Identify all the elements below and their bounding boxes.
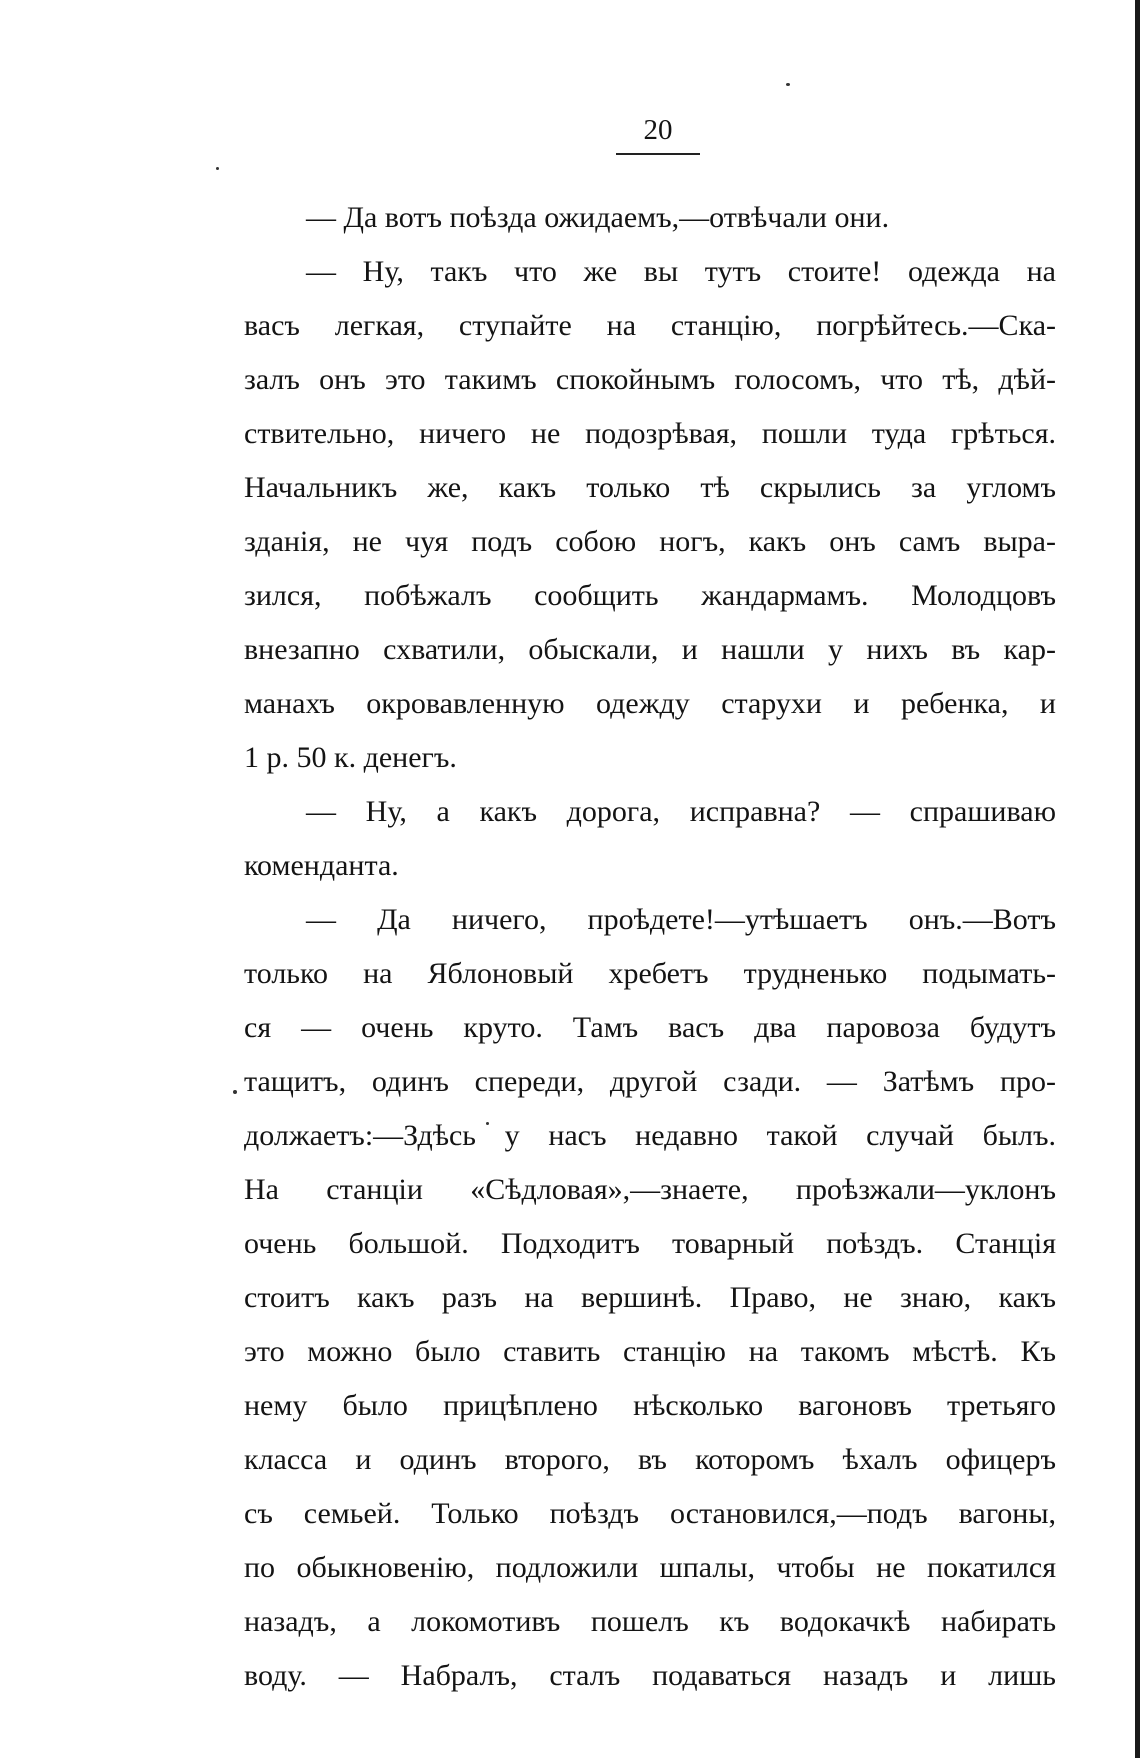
text-line: стоитъ какъ разъ на вершинѣ. Право, не знаю, какъ [244, 1281, 1056, 1314]
text-line: это можно было ставить станцію на такомъ мѣстѣ. Къ [244, 1335, 1056, 1368]
text-line: ствительно, ничего не подозрѣвая, пошли туда грѣться. [244, 417, 1056, 450]
text-line: манахъ окровавленную одежду старухи и ребенка, и [244, 687, 1056, 720]
page-edge-shadow [1135, 0, 1140, 1758]
text-line: класса и одинъ второго, въ которомъ ѣхалъ офицеръ [244, 1443, 1056, 1476]
page-number-rule [616, 153, 700, 155]
text-line: — Да ничего, проѣдете!—утѣшаетъ онъ.—Вотъ [306, 903, 1056, 936]
text-line: съ семьей. Только поѣздъ остановился,—подъ вагоны, [244, 1497, 1056, 1530]
ink-speck [216, 167, 219, 170]
text-line: внезапно схватили, обыскали, и нашли у нихъ въ кар- [244, 633, 1056, 666]
text-line: по обыкновенію, подложили шпалы, чтобы не покатился [244, 1551, 1056, 1584]
text-line: 1 р. 50 к. денегъ. [244, 741, 457, 774]
text-line: только на Яблоновый хребетъ трудненько подымать- [244, 957, 1056, 990]
text-line: Начальникъ же, какъ только тѣ скрылись за угломъ [244, 471, 1056, 504]
text-line: залъ онъ это такимъ спокойнымъ голосомъ, что тѣ, дѣй- [244, 363, 1056, 396]
text-line: ся — очень круто. Тамъ васъ два паровоза будутъ [244, 1011, 1056, 1044]
body-text [244, 191, 1056, 1703]
text-line: должаетъ:—Здѣсь у насъ недавно такой случай былъ. [244, 1119, 1056, 1152]
ink-speck [786, 83, 790, 86]
page-number: 20 [643, 114, 673, 146]
text-line: нему было прицѣплено нѣсколько вагоновъ третьяго [244, 1389, 1056, 1422]
text-line: очень большой. Подходитъ товарный поѣздъ. Станція [244, 1227, 1056, 1260]
text-line: — Да вотъ поѣзда ожидаемъ,—отвѣчали они. [306, 201, 890, 234]
text-line: назадъ, а локомотивъ пошелъ къ водокачкѣ набирать [244, 1605, 1056, 1638]
text-line: тащитъ, одинъ спереди, другой сзади. — Затѣмъ про- [244, 1065, 1056, 1098]
text-line: — Ну, такъ что же вы тутъ стоите! одежда на [306, 255, 1056, 288]
text-line: — Ну, а какъ дорога, исправна? — спрашиваю [306, 795, 1056, 828]
text-line: зился, побѣжалъ сообщить жандармамъ. Молодцовъ [244, 579, 1056, 612]
text-line: васъ легкая, ступайте на станцію, погрѣйтесь.—Ска- [244, 309, 1056, 342]
ink-speck [233, 1090, 237, 1094]
text-line: На станціи «Сѣдловая»,—знаете, проѣзжали—уклонъ [244, 1173, 1056, 1206]
text-line: коменданта. [244, 849, 399, 882]
text-line: воду. — Набралъ, сталъ подаваться назадъ и лишь [244, 1659, 1056, 1692]
text-line: зданія, не чуя подъ собою ногъ, какъ онъ самъ выра- [244, 525, 1056, 558]
